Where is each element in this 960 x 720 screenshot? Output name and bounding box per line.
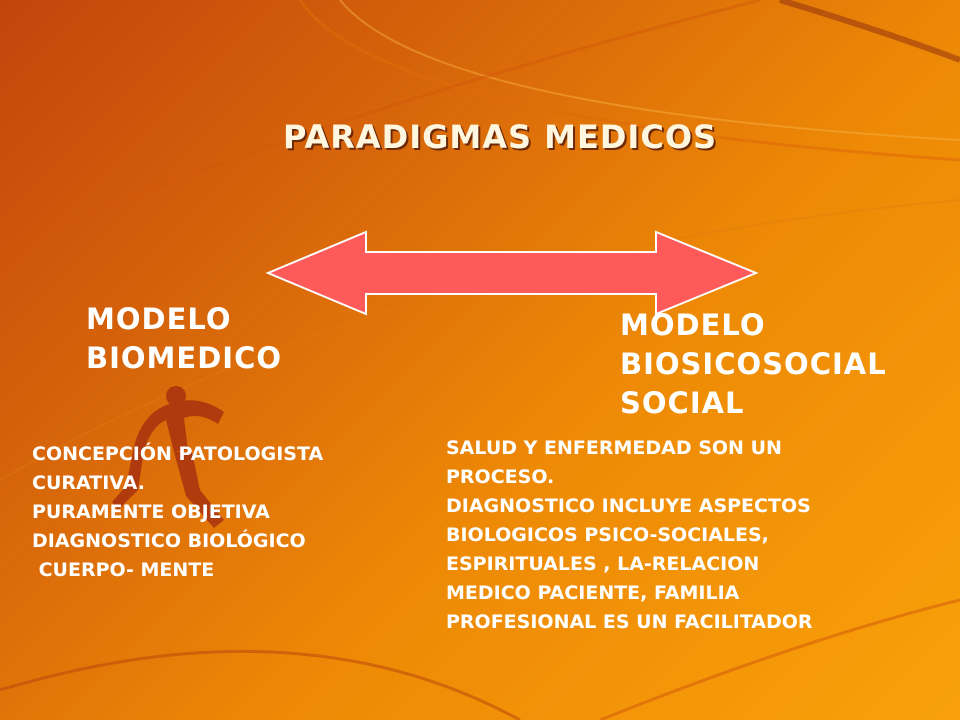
double-arrow-icon <box>264 228 760 318</box>
right-model-points <box>446 434 813 637</box>
list-item: SALUD Y ENFERMEDAD SON UN <box>446 437 782 459</box>
left-model-heading <box>86 300 282 378</box>
right-model-line: BIOSICOSOCIAL <box>620 347 887 381</box>
list-item: CURATIVA. <box>32 472 145 494</box>
left-model-line: BIOMEDICO <box>86 341 283 375</box>
list-item: PROFESIONAL ES UN FACILITADOR <box>446 611 813 633</box>
slide-title: PARADIGMAS MEDICOS <box>282 118 718 156</box>
list-item: PURAMENTE OBJETIVA <box>32 501 270 523</box>
left-model-line: MODELO <box>86 302 232 336</box>
list-item: CONCEPCIÓN PATOLOGISTA <box>32 443 324 465</box>
list-item: DIAGNOSTICO INCLUYE ASPECTOS <box>446 495 811 517</box>
list-item: ESPIRITUALES , LA-RELACION <box>446 553 760 575</box>
left-model-points <box>32 440 323 585</box>
list-item: MEDICO PACIENTE, FAMILIA <box>446 582 740 604</box>
right-model-line: SOCIAL <box>620 386 745 420</box>
right-model-line: MODELO <box>620 308 766 342</box>
list-item: PROCESO. <box>446 466 555 488</box>
list-item: CUERPO- MENTE <box>32 559 215 581</box>
right-model-heading <box>620 306 887 423</box>
list-item: DIAGNOSTICO BIOLÓGICO <box>32 530 306 552</box>
list-item: BIOLOGICOS PSICO-SOCIALES, <box>446 524 769 546</box>
